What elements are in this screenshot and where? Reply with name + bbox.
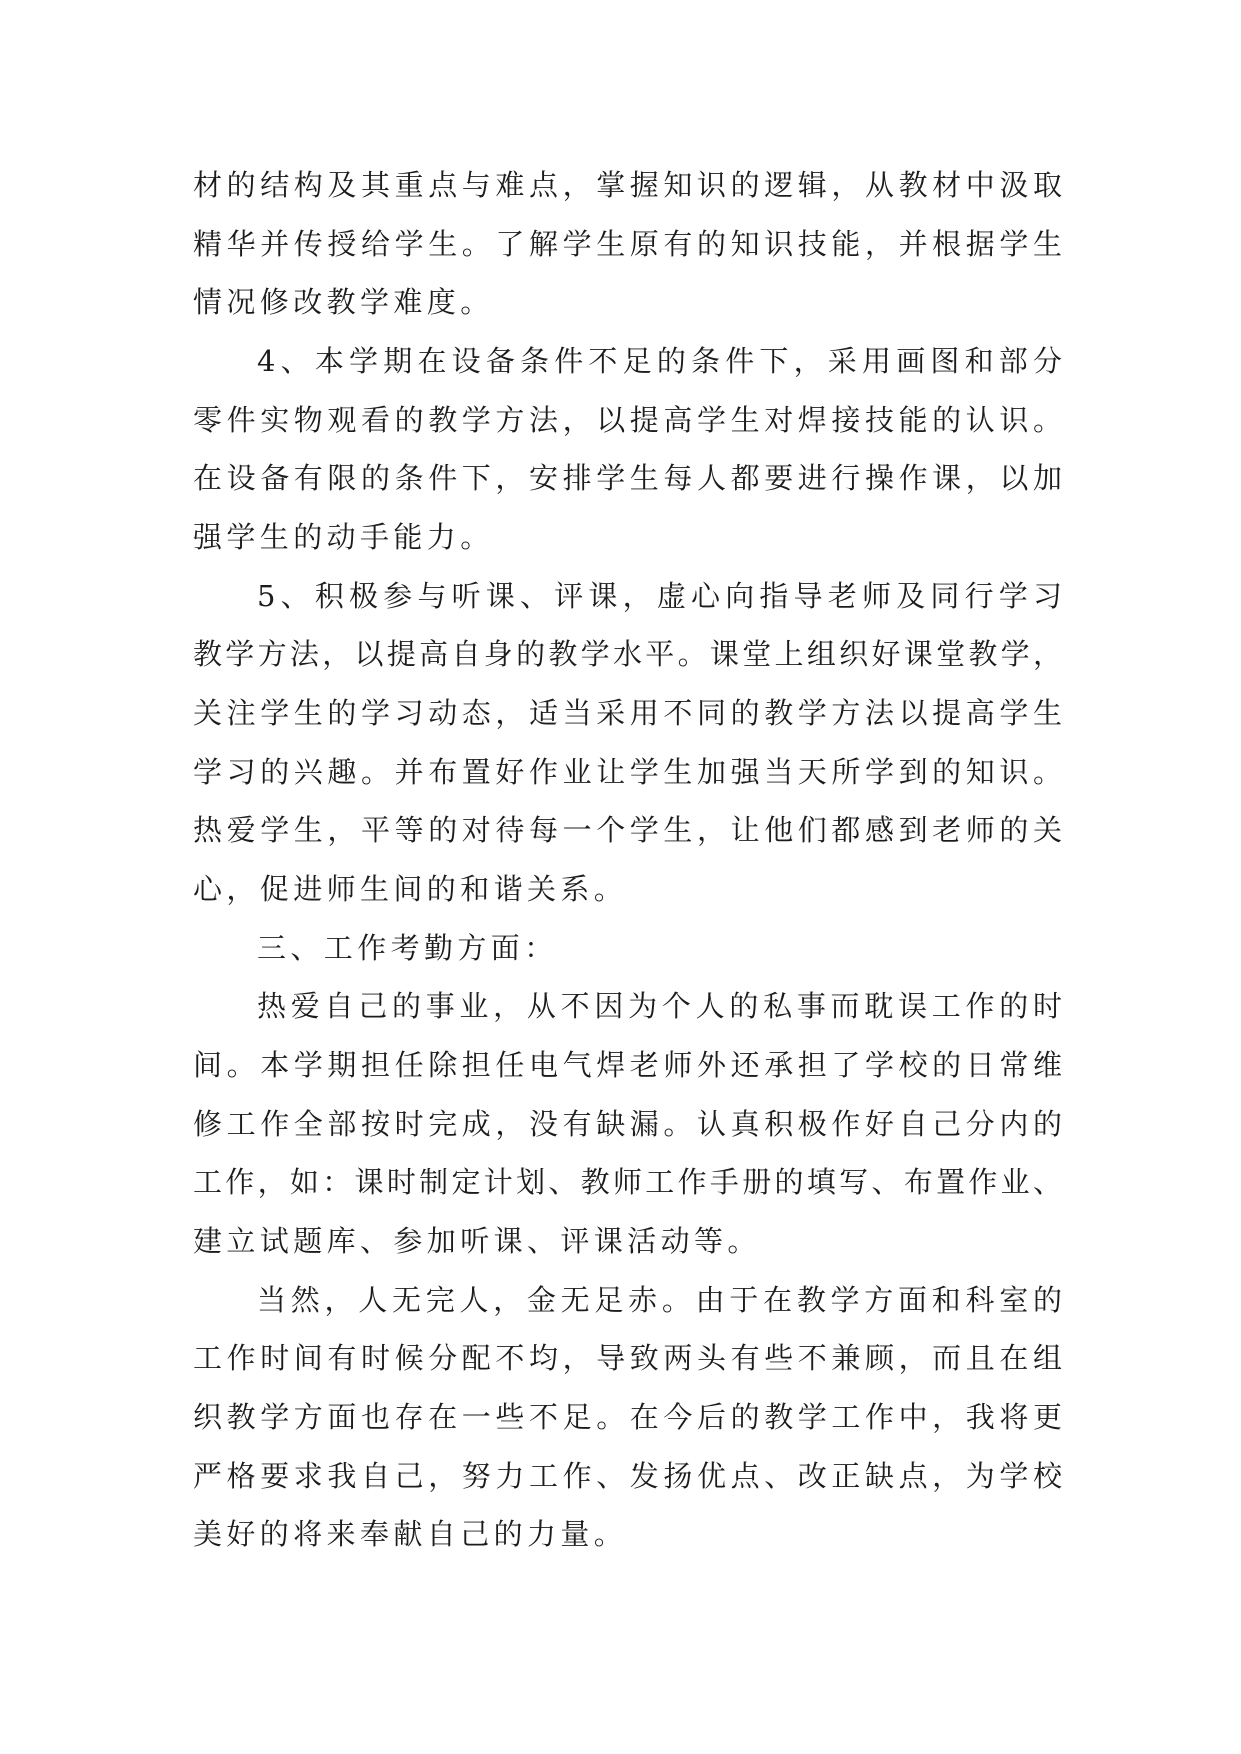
text-line: 热爱自己的事业，从不因为个人的私事而耽误工作的时	[257, 989, 1062, 1024]
paragraph-continued	[193, 156, 1062, 332]
text-line: 教学方法，以提高自身的教学水平。课堂上组织好课堂教学，	[193, 637, 1062, 672]
text-line: 强学生的动手能力。	[193, 520, 494, 555]
text-line: 工作时间有时候分配不均，导致两头有些不兼顾，而且在组	[193, 1341, 1062, 1376]
section-heading	[193, 919, 1062, 978]
text-line: 学习的兴趣。并布置好作业让学生加强当天所学到的知识。	[193, 754, 1062, 789]
text-line: 精华并传授给学生。了解学生原有的知识技能，并根据学生	[193, 226, 1062, 261]
body-text	[193, 156, 1062, 1564]
paragraph	[193, 332, 1062, 567]
text-line: 在设备有限的条件下，安排学生每人都要进行操作课，以加	[193, 461, 1062, 496]
text-line: 严格要求我自己，努力工作、发扬优点、改正缺点，为学校	[193, 1458, 1062, 1493]
text-line: 零件实物观看的教学方法，以提高学生对焊接技能的认识。	[193, 402, 1062, 437]
text-line: 建立试题库、参加听课、评课活动等。	[193, 1224, 761, 1259]
text-line: 间。本学期担任除担任电气焊老师外还承担了学校的日常维	[193, 1048, 1062, 1083]
section-heading-text: 三、工作考勤方面：	[257, 930, 558, 965]
text-line: 热爱学生，平等的对待每一个学生，让他们都感到老师的关	[193, 813, 1062, 848]
text-line: 美好的将来奉献自己的力量。	[193, 1517, 628, 1552]
text-line: 心，促进师生间的和谐关系。	[193, 872, 628, 907]
text-line: 织教学方面也存在一些不足。在今后的教学工作中，我将更	[193, 1400, 1062, 1435]
text-line: 修工作全部按时完成，没有缺漏。认真积极作好自己分内的	[193, 1106, 1062, 1141]
paragraph	[193, 567, 1062, 919]
text-line: 关注学生的学习动态，适当采用不同的教学方法以提高学生	[193, 696, 1062, 731]
text-line: 材的结构及其重点与难点，掌握知识的逻辑，从教材中汲取	[193, 168, 1062, 202]
text-line: 4、本学期在设备条件不足的条件下，采用画图和部分	[257, 344, 1062, 379]
text-line: 当然，人无完人，金无足赤。由于在教学方面和科室的	[257, 1282, 1062, 1317]
paragraph	[193, 1271, 1062, 1564]
paragraph	[193, 977, 1062, 1270]
text-line: 情况修改教学难度。	[193, 285, 494, 320]
text-line: 5、积极参与听课、评课，虚心向指导老师及同行学习	[257, 578, 1062, 613]
text-line: 工作，如：课时制定计划、教师工作手册的填写、布置作业、	[193, 1165, 1062, 1200]
